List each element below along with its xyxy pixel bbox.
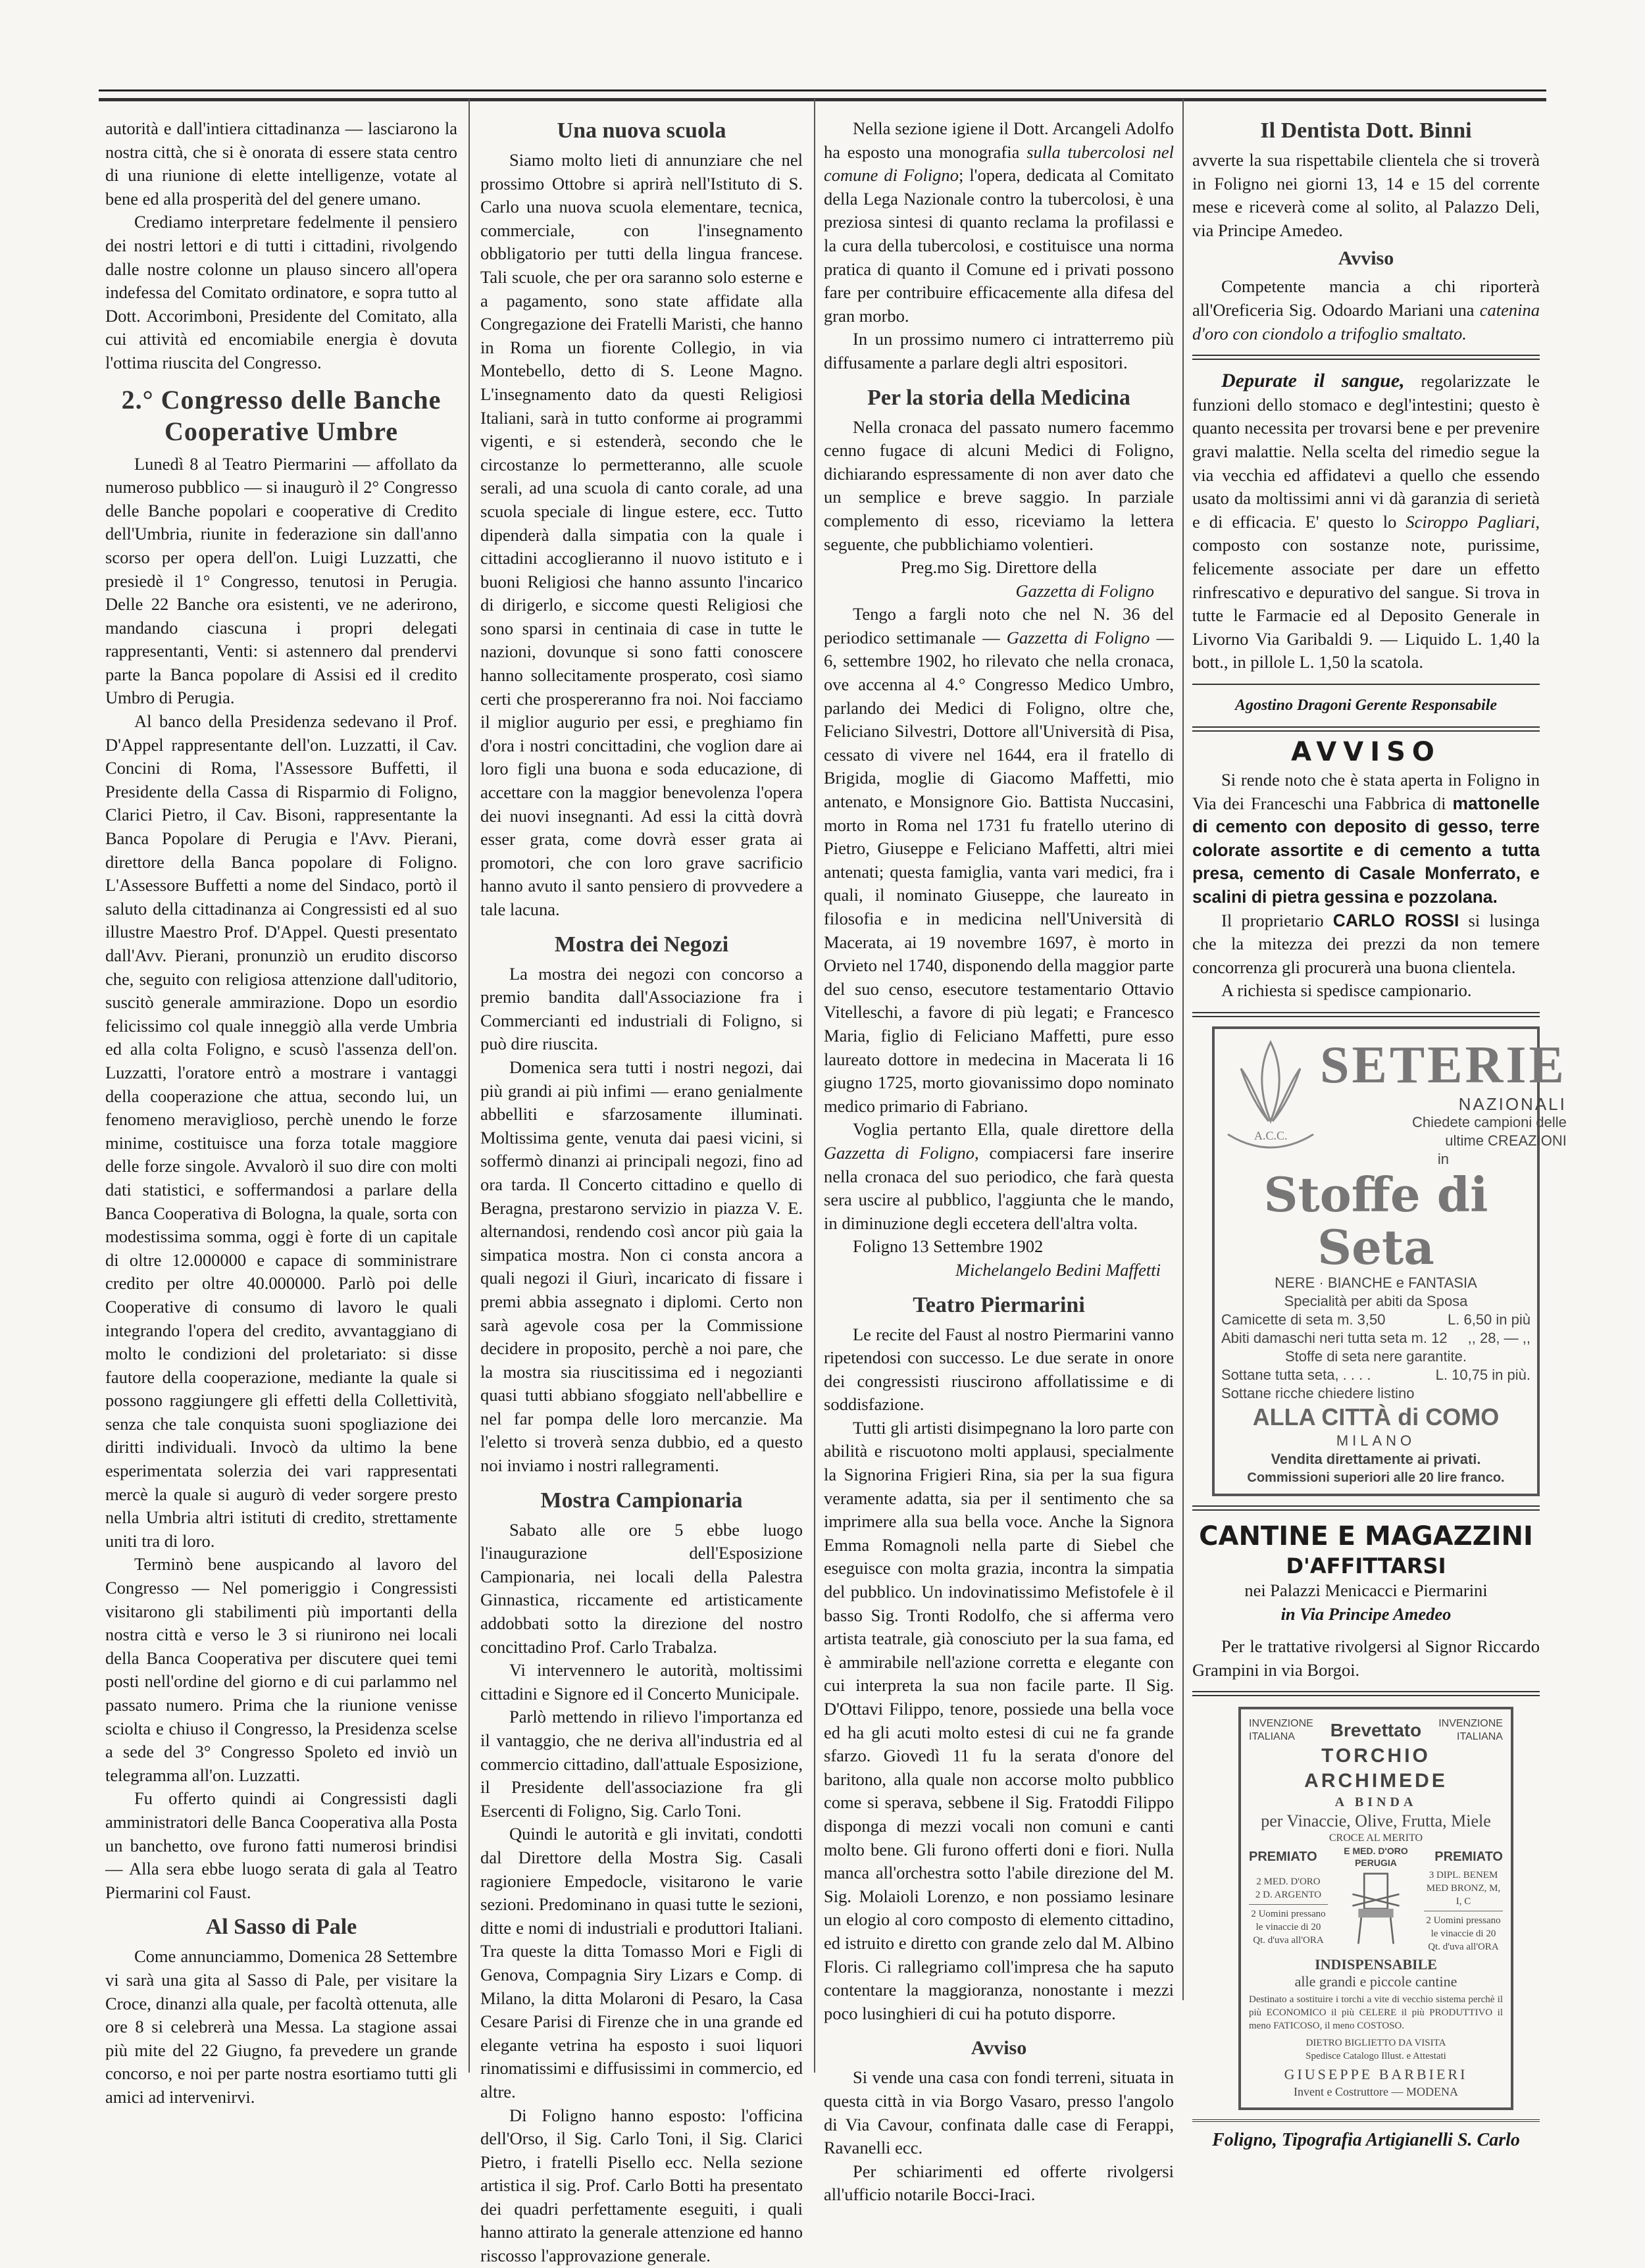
seterie-colors: NERE · BIANCHE e FANTASIA xyxy=(1275,1274,1477,1291)
headline-teatro-piermarini: Teatro Piermarini xyxy=(913,1292,1085,1317)
headline-dentista: Il Dentista Dott. Binni xyxy=(1260,118,1472,143)
article-paragraph: Sabato alle ore 5 ebbe luogo l'inaugurazione dell'Esposizione Campionaria, nei locali della Palestra Ginnastica, riccamente ed artisticamente addobbati sotto la direzione del nostro concittadino Prof. Carlo Trabalza. xyxy=(480,1519,803,1657)
seterie-footer: Vendita direttamente ai privati. xyxy=(1271,1451,1481,1467)
capacity-text: 2 Uomini pressano le vinaccie di 20 Qt. d'uva all'ORA xyxy=(1251,1909,1326,1946)
divider xyxy=(1192,726,1540,732)
article-paragraph: Come annunciammo, Domenica 28 Settembre vi sarà una gita al Sasso di Pale, per visitare la Croce, dinanzi alla quale, per facoltà ottenuta, alle ore 8 si celebrerà una Messa. La stagione assai più mite del 22 Giugno, fa prevedere un grande concorso, e noi per parte nostra esortiamo tutti gli amici ad intervenirvi. xyxy=(105,1946,457,2107)
article-paragraph: Di Foligno hanno esposto: l'officina dell'Orso, il Sig. Carlo Toni, il Sig. Clarici Pietro, i fratelli Pisello ecc. Nella sezione artistica il sig. Prof. Carlo Botti ha presentato dei quadri perfettamente eseguiti, i quali hanno attirato la generale attenzione ed hanno riscosso l'approvazione generale. xyxy=(480,2105,803,2266)
text: — 6, settembre 1902, ho rilevato che nella cronaca, ove accenna al 4.° Congresso Medico Umbro, parlando dei Medici di Foligno, oltre che, Feliciano Silvestri, Dottore all'Università di Pisa, cessato di vivere nel 1644, era il fratello di Brigida, moglie di Giacomo Maffetti, mio antenato, e Monsignore Gio. Battista Nuccasini, morto in Roma nel 1731 fu fratello uterino di Pietro, Giuseppe e Feliciano Maffetti, altri miei antenati; questa famiglia, vanta vari medici, fra i quali, il nominato Giuseppe, che laureato in filosofia e in medicina nell'Università di Macerata, ai 19 novembre 1697, è morto in Orvieto nel 1740, disponendo della maggior parte del suo censo, esecutore testamentario Ottavio Vitelleschi, a favore di più legati; e Francesco Maria, figlio di Feliciano Maffetti, pure esso laureato dottore in medecina in Macerata li 16 giugno 1725, morto giovanissimo dopo nominato medico primario di Fabriano. xyxy=(824,627,1175,1116)
column-1 xyxy=(105,117,457,2109)
article-paragraph: Le recite del Faust al nostro Piermarini vanno ripetendosi con successo. Le due serate in onore dei congressisti riuscirono affollatissime e di soddisfazione. xyxy=(824,1324,1174,1415)
ad-paragraph xyxy=(1192,909,1540,980)
italic-text: catenina d'oro con ciondolo a trifoglio smaltato. xyxy=(1192,299,1540,343)
price-label: Abiti damaschi neri tutta seta m. 12 xyxy=(1221,1330,1448,1346)
premiato-mid: E MED. D'ORO PERUGIA xyxy=(1344,1846,1408,1869)
seterie-spec: Specialità per abiti da Sposa xyxy=(1284,1293,1468,1309)
torchio-maker: GIUSEPPE BARBIERI xyxy=(1284,2066,1468,2083)
seterie-stoffe: Stoffe di Seta xyxy=(1263,1167,1488,1275)
seterie-line: Chiedete campioni delle xyxy=(1412,1114,1567,1130)
article-paragraph: Domenica sera tutti i nostri negozi, dai più grandi ai più infimi — erano genialmente abbelliti e sfarzosamente illuminati. Moltissima gente, venuta dai paesi vicini, si soffermò dinanzi ai principali negozi, fino ad ora tarda. Il Concerto cittadino e quello di Beragna, prestarono servizio in piazza V. E. alternandosi, rendendo così ancor più gaia la simpatica mostra. Non ci consta ancora a quali negozi il Giurì, incaricato di fissare i premi abbia assegnato i diplomi. Certo non sarà agevole cosa per la Commissione decidere in proposito, perchè a noi pare, che la mostra sia riuscitissima ed i negozianti quasi tutti abbiano sfoggiato nell'abbellire e nel far pompa delle loro mercanzie. Ma l'eletto si troverà senza dubbio, ed a questo noi inviamo i nostri rallegramenti. xyxy=(480,1057,803,1476)
seterie-shop: ALLA CITTÀ di COMO xyxy=(1252,1403,1500,1430)
capacity-text: 2 Uomini pressano le vinaccie di 20 Qt. d'uva all'ORA xyxy=(1426,1915,1501,1953)
text: Competente mancia a chi riporterà all'Oreficeria Sig. Odoardo Mariani una xyxy=(1192,276,1540,320)
price-row xyxy=(1221,1311,1531,1329)
gerente-responsabile: Agostino Dragoni Gerente Responsabile xyxy=(1234,696,1498,714)
headline-avviso: Avviso xyxy=(1338,247,1394,270)
torchio-name: TORCHIO ARCHIMEDE xyxy=(1304,1745,1448,1792)
letter-signature: Michelangelo Bedini Maffetti xyxy=(955,1259,1161,1280)
premiato: PREMIATO xyxy=(1249,1850,1317,1865)
award: 2 D. ARGENTO xyxy=(1255,1890,1322,1901)
price-value: L. 6,50 in più xyxy=(1448,1311,1531,1328)
torchio-binda: A BINDA xyxy=(1334,1795,1417,1810)
price-row xyxy=(1221,1329,1531,1348)
text: Nella sezione igiene il Dott. Arcangeli Adolfo ha esposto una monografia xyxy=(824,118,1174,162)
torchio-arc-text: INVENZIONE ITALIANA xyxy=(1249,1718,1313,1743)
italic-title: Gazzetta di Foligno xyxy=(1006,627,1150,647)
text: compiacersi fare inserire nella cronaca del suo periodico, che farà questa sera uscire al pubblico, l'aggiunta che le mando, in diminuzione degli eccetera dell'altra volta. xyxy=(824,1142,1174,1233)
award: MED BRONZ, M, I, C xyxy=(1426,1883,1501,1907)
award: 2 MED. D'ORO xyxy=(1256,1877,1321,1888)
headline-mostra-negozi: Mostra dei Negozi xyxy=(554,932,729,957)
ad-paragraph: Per le trattative rivolgersi al Signor Riccardo Grampini in via Borgoi. xyxy=(1192,1636,1540,1680)
price-label: Sottane tutta seta, . . . . xyxy=(1221,1367,1371,1383)
italic-title: Gazzetta di Foligno, xyxy=(824,1142,979,1163)
article-paragraph: Nella cronaca del passato numero facemmo cenno fugace di alcuni Medici di Foligno, dichiarando espressamente di non aver dato che un semplice e breve saggio. In parziale complemento di esso, riceviamo la lettera seguente, che pubblichiamo volentieri. xyxy=(824,416,1174,554)
cantine-line: nei Palazzi Menicacci e Piermarini xyxy=(1244,1580,1488,1600)
column-2 xyxy=(480,117,803,2268)
cantine-line: in Via Principe Amedeo xyxy=(1280,1603,1452,1624)
article-paragraph: Al banco della Presidenza sedevano il Prof. D'Appel rappresentante dell'on. Luzzatti, il Cav. Concini di Roma, l'Assessore Buffetti, il Presidente della Cassa di Risparmio di Foligno, Clarici Pietro, il Cav. Bisoni, rappresentante la Banca Popolare di Perugia e l'Avv. Pierani, direttore della Banca popolare di Foligno. L'Assessore Buffetti a nome del Sindaco, portò il saluto della cittadinanza ai Congressisti ed al suo illustre Maestro Prof. D'Appel. Questi presentato dall'Avv. Pierani, pronunziò un erudito discorso che, seguito con religiosa attenzione dall'uditorio, suscitò generale ammirazione. Dopo un esordio felicissimo col quale inneggiò alla verde Umbria ed alla colta Foligno, e scusò l'assenza dell'on. Luzzatti, l'oratore entrò a mostrare i vantaggi della cooperazione che attua, secondo lui, un fenomeno meraviglioso, perchè unendo le forze minime, costituisce una forza totale maggiore delle forze singole. Avvalorò il suo dire con molti dati statistici, e soffermandosi a parlare della Banca Cooperativa di Bologna, la quale, sorta con modestissima somma, oggi è forte di un capitale di oltre 12.000000 e capace di somministrare credito per oltre 40.000000. Parlò poi delle Cooperative di consumo di lavoro le quali integrando l'opera del credito, avvantaggiano di molto le condizioni del proletariato: si disse fautore della cooperazione, mediante la quale si possono raggiungere gli effetti della Collettività, senza che tale conquista suoni spogliazione dei diritti individuali. Invocò da ultimo la bene esperimentata solerzia dei vari rappresentati mercè la quale si augurò di veder sorgere presto nella Umbria altri istituti di credito, strettamente uniti tra di loro. xyxy=(105,711,457,1551)
letter-salutation-paper: Gazzetta di Foligno xyxy=(1015,580,1154,601)
avviso-heading: AVVISO xyxy=(1291,737,1441,768)
torchio-uses: per Vinaccie, Olive, Frutta, Miele xyxy=(1261,1811,1491,1831)
torchio-maker-role: Invent e Costruttore — MODENA xyxy=(1294,2085,1458,2099)
article-paragraph: Crediamo interpretare fedelmente il pensiero dei nostri lettori e di tutti i cittadini, rivolgendo dalle nostre colonne un plauso sincero all'opera indefessa del Comitato ordinatore, e sopra tutto al Dott. Accorimboni, Presidente del Comitato, alla cui attività ed encomiabile energia è dovuta l'ottima riuscita del Congresso. xyxy=(105,212,457,372)
torchio-arc-text: INVENZIONE ITALIANA xyxy=(1438,1718,1503,1743)
divider xyxy=(1192,1691,1540,1696)
article-paragraph: Vi intervennero le autorità, moltissimi cittadini e Signore ed il Concerto Municipale. xyxy=(480,1660,803,1703)
logo-text: A.C.C. xyxy=(1254,1129,1288,1142)
text: Si rende noto che è stata aperta in Foligno in Via dei Franceschi una Fabbrica di xyxy=(1192,770,1540,813)
torchio-cantine: alle grandi e piccole cantine xyxy=(1294,1973,1457,1990)
award: 3 DIPL. BENEM xyxy=(1429,1870,1498,1881)
divider xyxy=(1192,1505,1540,1511)
bold-text: mattonelle di cemento con deposito di gesso, terre colorate assortite e di cemento a tutta presa, cemento di Casale Monferrato, e scalini di pietra gessina e pozzolana. xyxy=(1192,793,1540,907)
torchio-advertisement xyxy=(1238,1707,1513,2110)
price-note: Sottane ricche chiedere listino xyxy=(1221,1385,1415,1401)
italic-title: sulla tubercolosi nel comune di Foligno xyxy=(824,141,1174,186)
text: Il proprietario xyxy=(1221,910,1333,930)
price-label: Camicette di seta m. 3,50 xyxy=(1221,1311,1386,1328)
torchio-premiato-row xyxy=(1249,1845,1503,1869)
headline-avviso: Avviso xyxy=(971,2037,1027,2059)
column-3 xyxy=(824,117,1174,2207)
article-paragraph: In un prossimo numero ci intratterremo più diffusamente a parlare degli altri espositori. xyxy=(824,329,1174,372)
premiato: PREMIATO xyxy=(1434,1850,1503,1865)
article-paragraph: autorità e dall'intiera cittadinanza — lasciarono la nostra città, che si è onorata di essere stata centro di una riunione di elette intelligenze, votate al bene ed alla prosperità del del genere umano. xyxy=(105,118,457,209)
fleur-logo-icon xyxy=(1221,1036,1320,1154)
column-divider xyxy=(1182,99,1184,2000)
article-paragraph: Parlò mettendo in rilievo l'importanza ed il vantaggio, che ne deriva all'industria ed al commercio cittadino, dall'attuale Esposizione, il Presidente dell'associazione fra gli Esercenti di Foligno, Sig. Carlo Toni. xyxy=(480,1707,803,1821)
torchio-croce: CROCE AL MERITO xyxy=(1329,1832,1423,1844)
price-value: L. 10,75 in più. xyxy=(1435,1367,1531,1383)
article-paragraph: Terminò bene auspicando al lavoro del Congresso — Nel pomeriggio i Congressisti visitarono gli stabilimenti più importanti della nostra città e verso le 3 si riunirono nei locali della Banca Cooperativa per discutere quei temi posti nell'ordine del giorno e di cui parlammo nel passato numero. Prima che la riunione venisse sciolta e chiuso il Congresso, la Presidenza scelse a sede del 3° Congresso Spoleto ed inviò un telegramma all'on. Luzzatti. xyxy=(105,1554,457,1785)
article-paragraph: Lunedì 8 al Teatro Piermarini — affollato da numeroso pubblico — si inaugurò il 2° Congresso delle Banche popolari e cooperative di Credito dell'Umbria, riunite in federazione sin dall'anno scorso per opera dell'on. Luigi Luzzatti, che presiedè il 1° Congresso, tenutosi in Perugia. Delle 22 Banche ora esistenti, ve ne aderirono, mandando ciascuna i propri delegati rappresentanti, Venti: si astennero dal prendervi parte la Banca popolare di Assisi ed il credito Umbro di Perugia. xyxy=(105,453,457,708)
price-value: ,, 28, — ,, xyxy=(1467,1330,1531,1346)
ad-paragraph xyxy=(1192,769,1540,909)
cantine-title: CANTINE E MAGAZZINI xyxy=(1199,1521,1533,1551)
article-paragraph: Quindi le autorità e gli invitati, condotti dal Direttore della Mostra Sig. Casali ragioniere Empedocle, visitarono le varie sezioni. Predominano in quasi tutte le sezioni, ditte e nomi di industriali e produttori Italiani. Tra queste la ditta Tomasso Mori e Figli di Genova, Compagnia Siry Lizars e Comp. di Milano, la ditta Molaroni di Pesaro, la Casa Cesare Parisi di Firenze che in una grande ed elegante vetrina ha esposto i suoi liquori rinomatissimi e diffusissimi in commercio, ed altre. xyxy=(480,1824,803,2102)
headline-sasso-di-pale: Al Sasso di Pale xyxy=(205,1915,357,1940)
seterie-title: SETERIE xyxy=(1320,1036,1567,1094)
article-paragraph: Tutti gli artisti disimpegnano la loro parte con abilità e riscuotono molti applausi, specialmente la Signorina Frigieri Rina, sia per la sua figura veramente adatta, sia per il sentimento che sa imprimere alla sua bella voce. Anche la Signora Emma Romagnoli nella parte di Siebel che eseguisce con molta grazia, incontra la simpatia del pubblico. Un indovinatissimo Mefistofele è il basso Sig. Tronti Rodolfo, che si afferma vero artista teatrale, già conosciuto per la sua fama, ed è ammirabile nell'azione corretta e elegante con cui interpreta la sua non facile parte. Il Sig. D'Ottavi Filippo, tenore, possiede una bella voce ed ha gli acuti molto estesi di cui ne fa grande sfarzo. Giovedì 11 fu la serata d'onore del baritono, alla quale non accorse molto pubblico come si sperava, sebbene il Sig. Fratoddi Filippo disponga di mezzi vocali non comuni e canti molto bene. Gli furono offerti doni e fiori. Nulla manca all'orchestra sotto l'abile direzione del M. Sig. Molaioli Lorenzo, e non possiamo lesinare un elogio al coro composto di elemento cittadino, ed istruito e diretto con grande zelo dal M. Albino Floris. Ci rallegriamo coll'impresa che ha saputo contentare la maggioranza, nonostante i mezzi poco lusinghieri di cui ha potuto disporre. xyxy=(824,1417,1174,2023)
headline-congresso-banche: 2.° Congresso delle Banche Cooperative Umbre xyxy=(121,384,442,446)
seterie-footer: Commissioni superiori alle 20 lire franco. xyxy=(1247,1471,1505,1485)
article-paragraph xyxy=(824,117,1174,328)
seterie-line: ultime CREAZIONI xyxy=(1445,1132,1567,1149)
top-rule xyxy=(99,89,1546,101)
letter-salutation: Preg.mo Sig. Direttore della xyxy=(900,557,1098,578)
torchio-indispensabile: INDISPENSABILE xyxy=(1315,1956,1437,1973)
article-paragraph: Si vende una casa con fondi terreni, situata in questa città in via Borgo Vasaro, presso l'angolo di Via Cavour, confinata dalle case di Ferappi, Ravanelli ecc. xyxy=(824,2067,1174,2158)
seterie-city: MILANO xyxy=(1336,1432,1416,1449)
article-paragraph: La mostra dei negozi con concorso a premio bandita dall'Associazione fra i Commercianti ed industriali di Foligno, si può dire riuscita. xyxy=(480,963,803,1054)
seterie-subtitle: NAZIONALI xyxy=(1458,1094,1567,1114)
divider xyxy=(1192,1012,1540,1017)
seterie-line: in xyxy=(1437,1151,1449,1167)
text: composto con sostanze note, purissime, felicemente associate per dare un effetto rinfrescativo e depurativo del sangue. Si trova in tutte le Farmacie ed al Deposito Generale in Livorno Via Garibaldi 9. — Liquido L. 1,40 la bott., in pillole L. 1,50 la scatola. xyxy=(1192,535,1540,672)
ad-paragraph xyxy=(1192,369,1540,674)
divider xyxy=(1192,355,1540,360)
divider xyxy=(1192,684,1540,685)
price-row xyxy=(1221,1366,1531,1384)
column-divider xyxy=(814,99,815,2073)
text: regolarizzate le funzioni dello stomaco e degl'intestini; questo è quanto necessita per trovarsi bene e per prevenire gravi malattie. Nella scelta del rimedio segue la via vecchia ed affidatevi a quello che essendo usato da moltissimi anni vi dà garanzia di serietà e di efficacia. E' questo lo xyxy=(1192,371,1540,532)
text: si lusinga che la mitezza dei prezzi da non temere concorrenza gli procurerà una buona clientela. xyxy=(1192,910,1540,977)
printer-footer: Foligno, Tipografia Artigianelli S. Carlo xyxy=(1192,2119,1540,2152)
torchio-brevettato: Brevettato xyxy=(1330,1720,1422,1741)
italic-text: Sciroppo Pagliari, xyxy=(1405,511,1540,532)
bold-text: CARLO ROSSI xyxy=(1332,910,1459,930)
article-paragraph: Siamo molto lieti di annunziare che nel prossimo Ottobre si aprirà nell'Istituto di S. Carlo una nuova scuola elementare, tecnica, commerciale, con l'insegnamento obbligatorio per tutti della lingua francese. Tali scuole, che per ora saranno solo esterne e a pagamento, sono state affidate alla Congregazione dei Fratelli Maristi, che hanno in Roma un fiorente Collegio, in via Montebello, detto di S. Leone Magno. L'insegnamento dato da questi Religiosi Italiani, sarà in tutto conforme ai programmi vigenti, e si estenderà, secondo che le circostanze lo permetteranno, alle scuole serali, ad una scuola di canto corale, ad una scuola speciale di lingue estere, ecc. Tutto dipenderà dalla simpatia con la quale i cittadini accoglieranno il nuovo istituto e i buoni Religiosi che hanno assunto l'incarico di dirigerlo, e siccome questi Religiosi che sono sparsi in centinaia di case in tutte le nazioni, dovunque si sono fatti conoscere hanno sollecitamente prosperato, così siamo certi che prospereranno fra noi. Noi facciamo il miglior augurio per essi, e preghiamo fin d'ora i nostri concittadini, che voglion dare ai loro figli una buona e soda educazione, di accettare con la maggior benevolenza l'opera dei nuovi insegnanti. Ad essi la città dovrà esser grata, come dovrà esser grata ai promotori, che con loro grave sacrificio hanno avuto il santo pensiero di provvedere a tale lacuna. xyxy=(480,150,803,919)
cantine-subtitle: D'AFFITTARSI xyxy=(1286,1553,1446,1578)
torchio-description: Destinato a sostituire i torchi a vite di vecchio sistema perchè il più ECONOMICO il più CELERE il più PRODUTTIVO il meno FATICOSO, il meno COSTOSO. xyxy=(1249,1994,1503,2032)
ad-title: Depurate il sangue, xyxy=(1221,370,1405,392)
article-paragraph: Per schiarimenti ed offerte rivolgersi all'ufficio notarile Bocci-Iraci. xyxy=(824,2161,1174,2205)
article-paragraph: Fu offerto quindi ai Congressisti dagli amministratori delle Banca Cooperativa alla Posta un banchetto, ove furono fatti numerosi brindisi — Alla sera ebbe luogo serata di gala al Teatro Piermarini col Faust. xyxy=(105,1788,457,1902)
torchio-spedisce: Spedisce Catalogo Illust. e Attestati xyxy=(1305,2051,1446,2062)
letter-paragraph xyxy=(824,1118,1174,1235)
letter-date: Foligno 13 Settembre 1902 xyxy=(853,1236,1044,1257)
headline-storia-medicina: Per la storia della Medicina xyxy=(867,385,1130,410)
torchio-dietro: DIETRO BIGLIETTO DA VISITA xyxy=(1305,2038,1446,2049)
press-machine-icon xyxy=(1350,1869,1402,1953)
ad-paragraph: A richiesta si spedisce campionario. xyxy=(1221,980,1472,1001)
column-4 xyxy=(1192,117,1567,2152)
ad-paragraph: avverte la sua rispettabile clientela che si troverà in Foligno nei giorni 13, 14 e 15 del corrente mese e riceverà come al solito, al Palazzo Deli, via Principe Amedeo. xyxy=(1192,150,1540,240)
headline-nuova-scuola: Una nuova scuola xyxy=(557,118,726,143)
seterie-advertisement xyxy=(1212,1026,1567,1496)
ad-paragraph xyxy=(1192,275,1540,345)
headline-mostra-campionaria: Mostra Campionaria xyxy=(540,1488,743,1513)
column-divider xyxy=(468,99,470,2073)
letter-paragraph xyxy=(824,603,1174,1118)
torchio-header xyxy=(1249,1717,1503,1744)
price-note: Stoffe di seta nere garantite. xyxy=(1285,1348,1467,1365)
text: Voglia pertanto Ella, quale direttore della xyxy=(853,1119,1174,1140)
text: ; l'opera, dedicata al Comitato della Lega Nazionale contro la tubercolosi, è una preziosa sintesi di quanto reclama la profilassi e la cura della tubercolosi, e costituisce una norma pratica di quanto il Comune ed i privati possono fare per contribuire efficacemente alla difesa del gran morbo. xyxy=(824,165,1174,326)
text: Tengo a fargli noto che nel N. 36 del periodico settimanale — xyxy=(824,604,1174,647)
